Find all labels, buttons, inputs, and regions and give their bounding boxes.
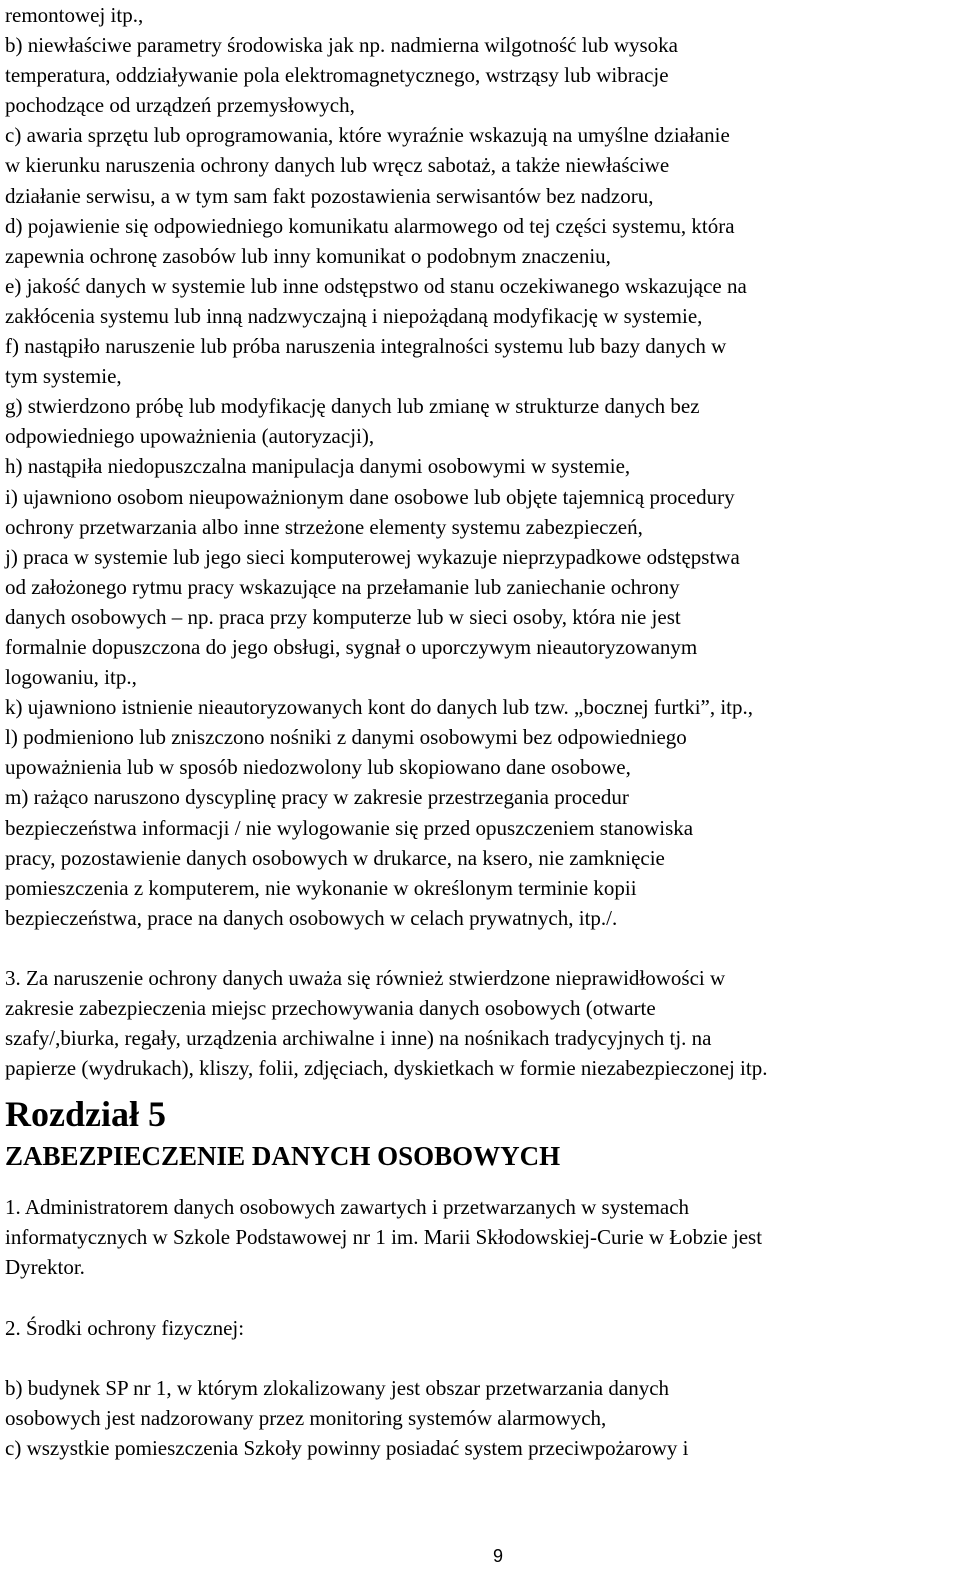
- incident-list: [5, 0, 950, 933]
- text-line: h) nastąpiła niedopuszczalna manipulacja danymi osobowymi w systemie,: [5, 454, 631, 479]
- text-line: zapewnia ochronę zasobów lub inny komunikat o podobnym znaczeniu,: [5, 243, 611, 268]
- text-line: pracy, pozostawienie danych osobowych w drukarce, na ksero, nie zamknięcie: [5, 845, 665, 870]
- text-line: bezpieczeństwa informacji / nie wylogowanie się przed opuszczeniem stanowiska: [5, 815, 694, 840]
- text-line: c) wszystkie pomieszczenia Szkoły powinny posiadać system przeciwpożarowy i: [5, 1435, 689, 1460]
- text-line: logowaniu, itp.,: [5, 665, 137, 690]
- text-line: w kierunku naruszenia ochrony danych lub wręcz sabotaż, a także niewłaściwe: [5, 153, 670, 178]
- paragraph-2: [5, 1313, 950, 1343]
- page-number: 9: [492, 1546, 503, 1566]
- text-line: formalnie dopuszczona do jego obsługi, sygnał o uporczywym nieautoryzowanym: [5, 634, 698, 659]
- text-line: osobowych jest nadzorowany przez monitoring systemów alarmowych,: [5, 1405, 607, 1430]
- physical-protection-list: [5, 1373, 950, 1463]
- text-line: g) stwierdzono próbę lub modyfikację danych lub zmianę w strukturze danych bez: [5, 394, 700, 419]
- paragraph-3: [5, 963, 950, 1083]
- text-line: f) nastąpiło naruszenie lub próba naruszenia integralności systemu lub bazy danych w: [5, 334, 727, 359]
- text-line: od założonego rytmu pracy wskazujące na przełamanie lub zaniechanie ochrony: [5, 574, 680, 599]
- text-line: papierze (wydrukach), kliszy, folii, zdjęciach, dyskietkach w formie niezabezpieczonej itp.: [5, 1056, 768, 1081]
- text-line: zakresie zabezpieczenia miejsc przechowywania danych osobowych (otwarte: [5, 996, 656, 1020]
- text-line: 3. Za naruszenie ochrony danych uważa się również stwierdzone nieprawidłowości w: [5, 965, 726, 990]
- text-line: i) ujawniono osobom nieupoważnionym dane osobowe lub objęte tajemnicą procedury: [5, 484, 735, 509]
- text-line: temperatura, oddziaływanie pola elektromagnetycznego, wstrząsy lub wibracje: [5, 63, 669, 88]
- text-line: bezpieczeństwa, prace na danych osobowych w celach prywatnych, itp./.: [5, 905, 618, 930]
- text-line: odpowiedniego upoważnienia (autoryzacji),: [5, 424, 375, 449]
- text-line: remontowej itp.,: [5, 3, 144, 27]
- text-line: ochrony przetwarzania albo inne strzeżone elementy systemu zabezpieczeń,: [5, 514, 643, 539]
- text-line: 1. Administratorem danych osobowych zawartych i przetwarzanych w systemach: [5, 1195, 690, 1220]
- text-line: m) rażąco naruszono dyscyplinę pracy w zakresie przestrzegania procedur: [5, 785, 629, 810]
- text-line: Dyrektor.: [5, 1255, 85, 1280]
- document-page: [5, 0, 950, 1463]
- text-line: b) budynek SP nr 1, w którym zlokalizowany jest obszar przetwarzania danych: [5, 1375, 670, 1400]
- text-line: b) niewłaściwe parametry środowiska jak np. nadmierna wilgotność lub wysoka: [5, 33, 678, 58]
- text-line: zakłócenia systemu lub inną nadzwyczajną i niepożądaną modyfikację w systemie,: [5, 303, 703, 328]
- text-line: danych osobowych – np. praca przy komputerze lub w sieci osoby, która nie jest: [5, 604, 681, 629]
- text-line: d) pojawienie się odpowiedniego komunikatu alarmowego od tej części systemu, która: [5, 213, 735, 238]
- chapter-title: Rozdział 5: [5, 1094, 166, 1135]
- text-line: tym systemie,: [5, 364, 122, 389]
- text-line: szafy/,biurka, regały, urządzenia archiwalne i inne) na nośnikach tradycyjnych tj. na: [5, 1026, 712, 1051]
- text-line: upoważnienia lub w sposób niedozwolony lub skopiowano dane osobowe,: [5, 755, 631, 780]
- text-line: k) ujawniono istnienie nieautoryzowanych kont do danych lub tzw. „bocznej furtki”, itp.,: [5, 695, 754, 720]
- chapter-subtitle: ZABEZPIECZENIE DANYCH OSOBOWYCH: [5, 1141, 561, 1172]
- text-line: działanie serwisu, a w tym sam fakt pozostawienia serwisantów bez nadzoru,: [5, 183, 654, 208]
- paragraph-1: [5, 1192, 950, 1282]
- text-line: pochodzące od urządzeń przemysłowych,: [5, 93, 355, 118]
- text-line: 2. Środki ochrony fizycznej:: [5, 1315, 245, 1340]
- text-line: e) jakość danych w systemie lub inne odstępstwo od stanu oczekiwanego wskazujące na: [5, 273, 747, 298]
- text-line: c) awaria sprzętu lub oprogramowania, które wyraźnie wskazują na umyślne działanie: [5, 123, 730, 148]
- text-line: j) praca w systemie lub jego sieci komputerowej wykazuje nieprzypadkowe odstępstwa: [5, 544, 740, 569]
- text-line: l) podmieniono lub zniszczono nośniki z danymi osobowymi bez odpowiedniego: [5, 725, 687, 750]
- text-line: informatycznych w Szkole Podstawowej nr 1 im. Marii Skłodowskiej-Curie w Łobzie jest: [5, 1225, 763, 1250]
- text-line: pomieszczenia z komputerem, nie wykonanie w określonym terminie kopii: [5, 875, 637, 900]
